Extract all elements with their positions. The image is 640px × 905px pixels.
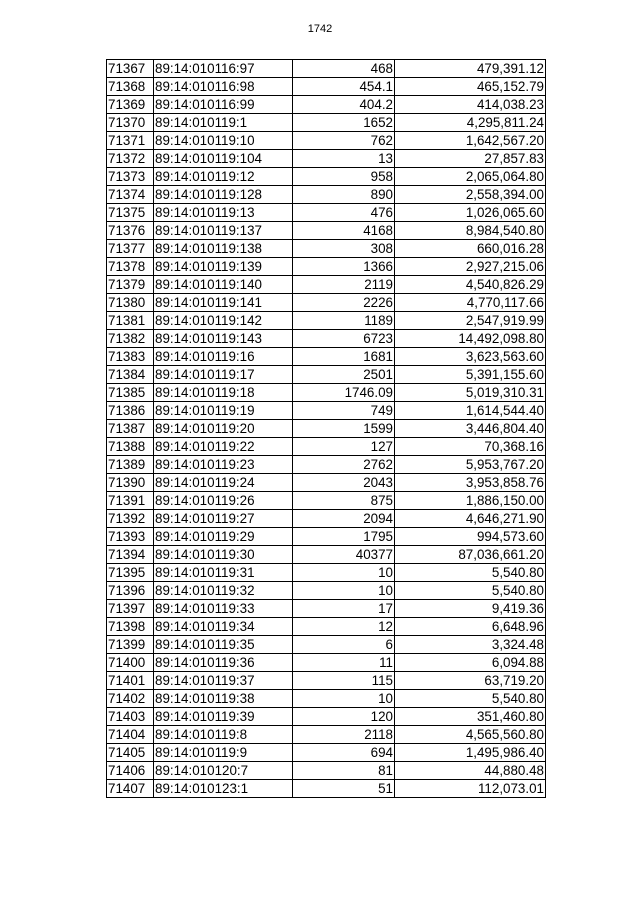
cadastral-number-cell: 89:14:010119:39 [154, 708, 293, 726]
table-row [107, 636, 546, 654]
value-cell: 3,446,804.40 [395, 420, 546, 438]
area-cell: 13 [293, 150, 395, 168]
area-cell: 875 [293, 492, 395, 510]
area-cell: 10 [293, 582, 395, 600]
cadastral-number-cell: 89:14:010116:99 [154, 96, 293, 114]
table-row [107, 186, 546, 204]
area-cell: 958 [293, 168, 395, 186]
value-cell: 44,880.48 [395, 762, 546, 780]
table-row [107, 582, 546, 600]
table-row [107, 744, 546, 762]
table-row [107, 672, 546, 690]
cadastral-number-cell: 89:14:010119:24 [154, 474, 293, 492]
cadastral-number-cell: 89:14:010119:138 [154, 240, 293, 258]
row-number-cell: 71399 [107, 636, 154, 654]
value-cell: 4,770,117.66 [395, 294, 546, 312]
table-row [107, 222, 546, 240]
area-cell: 404.2 [293, 96, 395, 114]
area-cell: 1652 [293, 114, 395, 132]
area-cell: 308 [293, 240, 395, 258]
table-row [107, 294, 546, 312]
area-cell: 694 [293, 744, 395, 762]
area-cell: 10 [293, 564, 395, 582]
value-cell: 5,019,310.31 [395, 384, 546, 402]
cadastral-number-cell: 89:14:010119:104 [154, 150, 293, 168]
row-number-cell: 71397 [107, 600, 154, 618]
area-cell: 2094 [293, 510, 395, 528]
cadastral-number-cell: 89:14:010119:18 [154, 384, 293, 402]
table-row [107, 402, 546, 420]
cadastral-number-cell: 89:14:010119:32 [154, 582, 293, 600]
row-number-cell: 71400 [107, 654, 154, 672]
row-number-cell: 71370 [107, 114, 154, 132]
value-cell: 2,927,215.06 [395, 258, 546, 276]
row-number-cell: 71395 [107, 564, 154, 582]
value-cell: 3,324.48 [395, 636, 546, 654]
value-cell: 465,152.79 [395, 78, 546, 96]
table-row [107, 762, 546, 780]
value-cell: 414,038.23 [395, 96, 546, 114]
row-number-cell: 71393 [107, 528, 154, 546]
value-cell: 1,026,065.60 [395, 204, 546, 222]
area-cell: 115 [293, 672, 395, 690]
row-number-cell: 71381 [107, 312, 154, 330]
cadastral-number-cell: 89:14:010119:33 [154, 600, 293, 618]
cadastral-number-cell: 89:14:010119:26 [154, 492, 293, 510]
area-cell: 468 [293, 60, 395, 78]
area-cell: 127 [293, 438, 395, 456]
table-row [107, 240, 546, 258]
row-number-cell: 71369 [107, 96, 154, 114]
table-row [107, 618, 546, 636]
row-number-cell: 71379 [107, 276, 154, 294]
cadastral-number-cell: 89:14:010119:140 [154, 276, 293, 294]
table-row [107, 60, 546, 78]
table-row [107, 654, 546, 672]
row-number-cell: 71368 [107, 78, 154, 96]
area-cell: 1189 [293, 312, 395, 330]
area-cell: 40377 [293, 546, 395, 564]
area-cell: 2501 [293, 366, 395, 384]
table-row [107, 204, 546, 222]
row-number-cell: 71403 [107, 708, 154, 726]
table-row [107, 168, 546, 186]
table-row [107, 420, 546, 438]
row-number-cell: 71373 [107, 168, 154, 186]
value-cell: 14,492,098.80 [395, 330, 546, 348]
row-number-cell: 71378 [107, 258, 154, 276]
table-row [107, 438, 546, 456]
value-cell: 1,495,986.40 [395, 744, 546, 762]
cadastral-number-cell: 89:14:010119:23 [154, 456, 293, 474]
page-number: 1742 [307, 23, 333, 35]
row-number-cell: 71374 [107, 186, 154, 204]
area-cell: 12 [293, 618, 395, 636]
table-row [107, 276, 546, 294]
value-cell: 87,036,661.20 [395, 546, 546, 564]
value-cell: 6,648.96 [395, 618, 546, 636]
table-row [107, 510, 546, 528]
value-cell: 994,573.60 [395, 528, 546, 546]
table-row [107, 78, 546, 96]
row-number-cell: 71396 [107, 582, 154, 600]
area-cell: 1366 [293, 258, 395, 276]
value-cell: 1,642,567.20 [395, 132, 546, 150]
cadastral-number-cell: 89:14:010119:143 [154, 330, 293, 348]
cadastral-number-cell: 89:14:010116:97 [154, 60, 293, 78]
area-cell: 749 [293, 402, 395, 420]
cadastral-number-cell: 89:14:010119:142 [154, 312, 293, 330]
cadastral-number-cell: 89:14:010119:17 [154, 366, 293, 384]
table-row [107, 564, 546, 582]
cadastral-number-cell: 89:14:010119:22 [154, 438, 293, 456]
row-number-cell: 71406 [107, 762, 154, 780]
value-cell: 63,719.20 [395, 672, 546, 690]
row-number-cell: 71372 [107, 150, 154, 168]
cadastral-number-cell: 89:14:010119:35 [154, 636, 293, 654]
value-cell: 70,368.16 [395, 438, 546, 456]
area-cell: 2762 [293, 456, 395, 474]
table-row [107, 600, 546, 618]
cadastral-number-cell: 89:14:010119:29 [154, 528, 293, 546]
row-number-cell: 71398 [107, 618, 154, 636]
value-cell: 5,540.80 [395, 564, 546, 582]
value-cell: 2,547,919.99 [395, 312, 546, 330]
table-row [107, 528, 546, 546]
area-cell: 1681 [293, 348, 395, 366]
table-row [107, 150, 546, 168]
area-cell: 6723 [293, 330, 395, 348]
table-row [107, 96, 546, 114]
area-cell: 10 [293, 690, 395, 708]
row-number-cell: 71385 [107, 384, 154, 402]
table-row [107, 780, 546, 798]
cadastral-number-cell: 89:14:010119:139 [154, 258, 293, 276]
value-cell: 3,953,858.76 [395, 474, 546, 492]
row-number-cell: 71367 [107, 60, 154, 78]
table-row [107, 456, 546, 474]
table-row [107, 384, 546, 402]
cadastral-number-cell: 89:14:010119:9 [154, 744, 293, 762]
cadastral-number-cell: 89:14:010119:27 [154, 510, 293, 528]
area-cell: 2226 [293, 294, 395, 312]
value-cell: 2,065,064.80 [395, 168, 546, 186]
row-number-cell: 71371 [107, 132, 154, 150]
cadastral-value-table [106, 59, 546, 798]
value-cell: 4,540,826.29 [395, 276, 546, 294]
row-number-cell: 71375 [107, 204, 154, 222]
row-number-cell: 71389 [107, 456, 154, 474]
cadastral-number-cell: 89:14:010119:128 [154, 186, 293, 204]
cadastral-number-cell: 89:14:010119:12 [154, 168, 293, 186]
cadastral-number-cell: 89:14:010119:13 [154, 204, 293, 222]
value-cell: 4,646,271.90 [395, 510, 546, 528]
table-row [107, 474, 546, 492]
row-number-cell: 71387 [107, 420, 154, 438]
cadastral-number-cell: 89:14:010119:137 [154, 222, 293, 240]
row-number-cell: 71383 [107, 348, 154, 366]
row-number-cell: 71405 [107, 744, 154, 762]
area-cell: 1795 [293, 528, 395, 546]
row-number-cell: 71394 [107, 546, 154, 564]
area-cell: 4168 [293, 222, 395, 240]
cadastral-number-cell: 89:14:010119:30 [154, 546, 293, 564]
table-row [107, 726, 546, 744]
cadastral-number-cell: 89:14:010123:1 [154, 780, 293, 798]
cadastral-number-cell: 89:14:010120:7 [154, 762, 293, 780]
value-cell: 351,460.80 [395, 708, 546, 726]
value-cell: 5,540.80 [395, 690, 546, 708]
row-number-cell: 71404 [107, 726, 154, 744]
cadastral-number-cell: 89:14:010119:19 [154, 402, 293, 420]
area-cell: 51 [293, 780, 395, 798]
row-number-cell: 71407 [107, 780, 154, 798]
row-number-cell: 71391 [107, 492, 154, 510]
value-cell: 479,391.12 [395, 60, 546, 78]
area-cell: 454.1 [293, 78, 395, 96]
cadastral-number-cell: 89:14:010119:34 [154, 618, 293, 636]
value-cell: 1,614,544.40 [395, 402, 546, 420]
area-cell: 81 [293, 762, 395, 780]
value-cell: 2,558,394.00 [395, 186, 546, 204]
area-cell: 6 [293, 636, 395, 654]
table-row [107, 348, 546, 366]
table-row [107, 312, 546, 330]
area-cell: 1746.09 [293, 384, 395, 402]
area-cell: 2043 [293, 474, 395, 492]
value-cell: 3,623,563.60 [395, 348, 546, 366]
area-cell: 17 [293, 600, 395, 618]
cadastral-number-cell: 89:14:010119:16 [154, 348, 293, 366]
table-row [107, 546, 546, 564]
area-cell: 1599 [293, 420, 395, 438]
cadastral-number-cell: 89:14:010116:98 [154, 78, 293, 96]
table-row [107, 708, 546, 726]
area-cell: 762 [293, 132, 395, 150]
area-cell: 2118 [293, 726, 395, 744]
value-cell: 9,419.36 [395, 600, 546, 618]
table-row [107, 114, 546, 132]
cadastral-number-cell: 89:14:010119:36 [154, 654, 293, 672]
row-number-cell: 71402 [107, 690, 154, 708]
value-cell: 4,295,811.24 [395, 114, 546, 132]
cadastral-number-cell: 89:14:010119:31 [154, 564, 293, 582]
value-cell: 112,073.01 [395, 780, 546, 798]
row-number-cell: 71392 [107, 510, 154, 528]
table-row [107, 258, 546, 276]
value-cell: 8,984,540.80 [395, 222, 546, 240]
area-cell: 2119 [293, 276, 395, 294]
value-cell: 660,016.28 [395, 240, 546, 258]
area-cell: 890 [293, 186, 395, 204]
row-number-cell: 71376 [107, 222, 154, 240]
row-number-cell: 71377 [107, 240, 154, 258]
table-row [107, 330, 546, 348]
table-row [107, 690, 546, 708]
value-cell: 1,886,150.00 [395, 492, 546, 510]
cadastral-number-cell: 89:14:010119:10 [154, 132, 293, 150]
value-cell: 5,391,155.60 [395, 366, 546, 384]
area-cell: 11 [293, 654, 395, 672]
table-body [107, 60, 546, 798]
row-number-cell: 71382 [107, 330, 154, 348]
area-cell: 476 [293, 204, 395, 222]
value-cell: 4,565,560.80 [395, 726, 546, 744]
table-row [107, 492, 546, 510]
cadastral-number-cell: 89:14:010119:20 [154, 420, 293, 438]
cadastral-number-cell: 89:14:010119:38 [154, 690, 293, 708]
value-cell: 5,540.80 [395, 582, 546, 600]
cadastral-number-cell: 89:14:010119:37 [154, 672, 293, 690]
value-cell: 27,857.83 [395, 150, 546, 168]
value-cell: 5,953,767.20 [395, 456, 546, 474]
row-number-cell: 71390 [107, 474, 154, 492]
table-row [107, 132, 546, 150]
row-number-cell: 71384 [107, 366, 154, 384]
table-row [107, 366, 546, 384]
row-number-cell: 71380 [107, 294, 154, 312]
cadastral-number-cell: 89:14:010119:1 [154, 114, 293, 132]
row-number-cell: 71401 [107, 672, 154, 690]
value-cell: 6,094.88 [395, 654, 546, 672]
cadastral-number-cell: 89:14:010119:8 [154, 726, 293, 744]
row-number-cell: 71386 [107, 402, 154, 420]
area-cell: 120 [293, 708, 395, 726]
row-number-cell: 71388 [107, 438, 154, 456]
cadastral-number-cell: 89:14:010119:141 [154, 294, 293, 312]
